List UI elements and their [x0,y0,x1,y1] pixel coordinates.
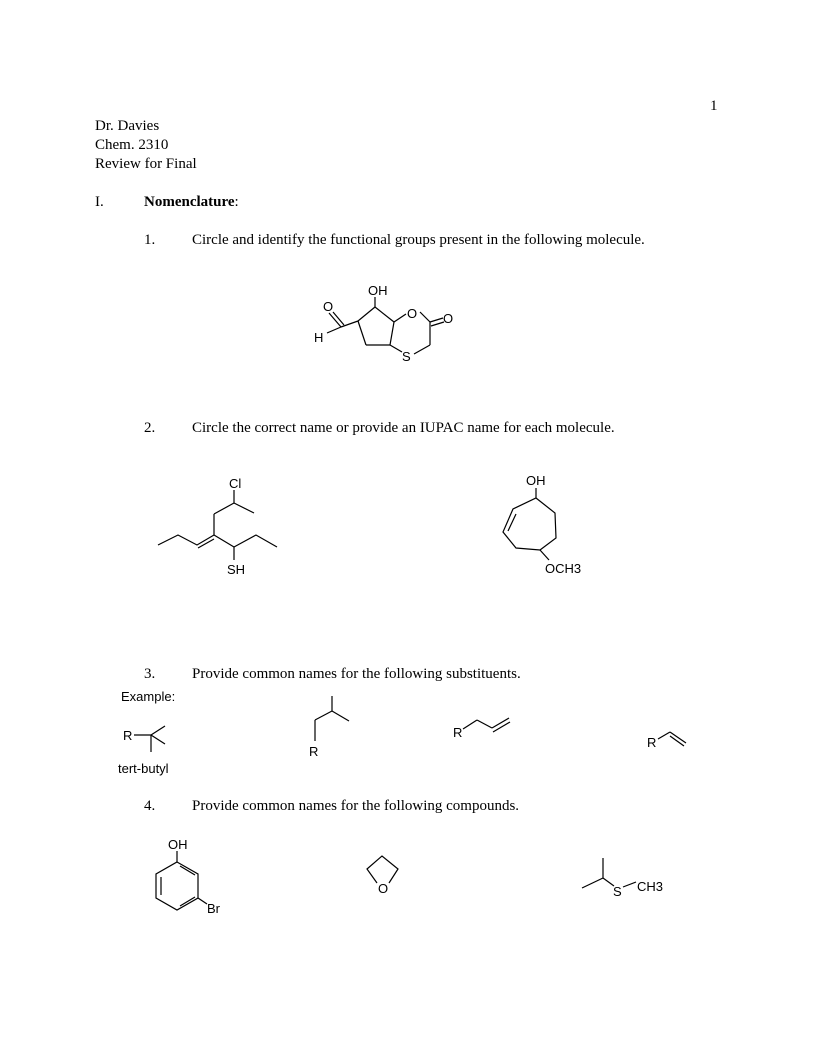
label-carbonyl-o: O [443,311,454,326]
author: Dr. Davies [95,118,160,134]
question-1-text: Circle and identify the functional groups present in the following molecule. [192,232,645,248]
label-och3: OCH3 [545,561,582,576]
substituent-1 [309,696,349,759]
label-ring-o: O [407,306,418,321]
compound-bromophenol [156,837,221,916]
substituent-example-tert-butyl [123,726,165,752]
molecule-q2-thiol-alkene [158,476,277,577]
label-r-2: R [453,725,463,740]
label-oh-phenol: OH [168,837,188,852]
question-1-number: 1. [144,232,156,248]
label-r-3: R [647,735,657,750]
question-3-text: Provide common names for the following substituents. [192,666,521,682]
question-2-text: Circle the correct name or provide an IUPAC name for each molecule. [192,420,615,436]
section-numeral: I. [95,194,104,210]
document-subtitle: Review for Final [95,156,197,172]
label-sh: SH [227,562,246,577]
question-4-text: Provide common names for the following compounds. [192,798,520,814]
compound-tetrahydrofuran [367,856,398,896]
label-br: Br [207,901,220,916]
substituent-2 [453,718,510,740]
label-h: H [314,330,324,345]
section-title: Nomenclature [144,194,235,210]
label-r-1: R [309,744,319,759]
section-colon: : [234,194,239,210]
label-ch3: CH3 [637,879,664,894]
molecule-q1-bicyclic [314,283,453,364]
label-cl: Cl [229,476,242,491]
example-label: Example: [121,689,176,704]
question-3-number: 3. [144,666,156,682]
example-answer: tert-butyl [118,761,169,776]
course: Chem. 2310 [95,137,169,153]
molecule-q2-cycloheptene [503,473,581,576]
label-r-example: R [123,728,133,743]
label-thf-o: O [378,881,389,896]
compound-sulfide [582,858,663,899]
label-oh-2: OH [526,473,546,488]
question-2-number: 2. [144,420,156,436]
question-4-number: 4. [144,798,156,814]
page-number: 1 [710,98,718,114]
label-aldehyde-o: O [323,299,334,314]
substituent-3 [647,732,686,750]
label-s: S [402,349,411,364]
label-s-sulfide: S [613,884,622,899]
label-oh: OH [368,283,388,298]
